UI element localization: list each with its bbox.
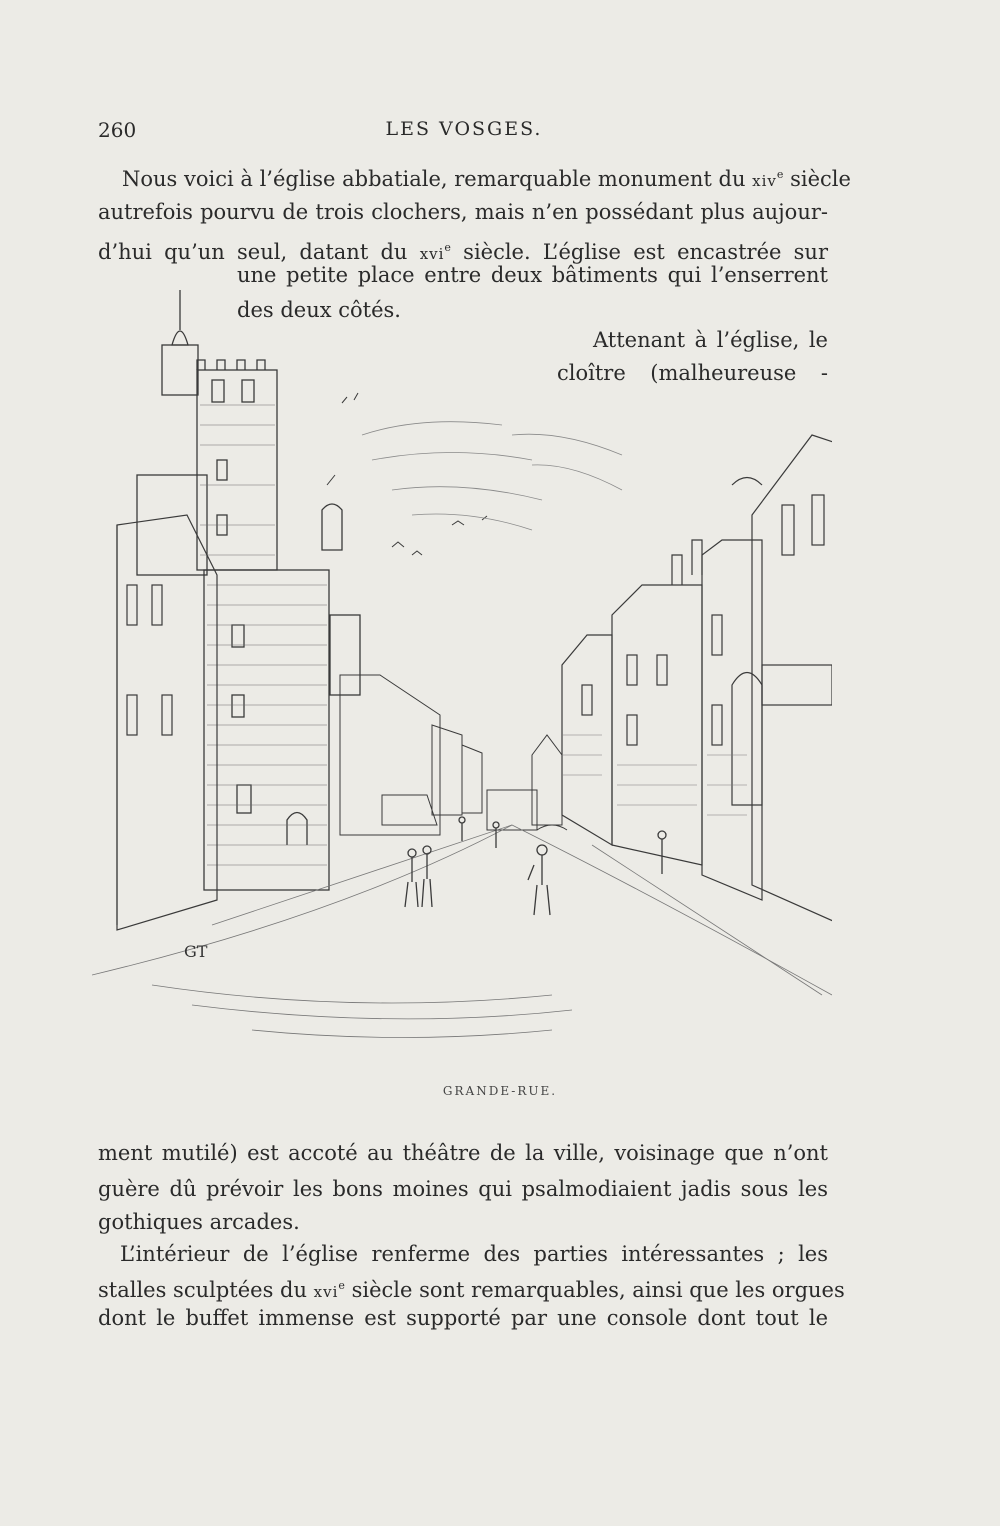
- text-line: stalles sculptées du xvi$^e$ siècle sont remarquables, ainsi que les orgues: [98, 1278, 845, 1302]
- text-line: d’hui qu’un seul, datant du xvi$^e$ siècle. L’église est encastrée sur: [98, 240, 828, 264]
- left-street-buildings: [340, 675, 482, 835]
- engraving-grande-rue: [92, 285, 832, 1075]
- street: [92, 825, 832, 1038]
- text-line: Nous voici à l’église abbatiale, remarquable monument du xiv$^e$ siècle: [122, 167, 851, 191]
- text-line: guère dû prévoir les bons moines qui psalmodiaient jadis sous les: [98, 1177, 828, 1201]
- text-line: autrefois pourvu de trois clochers, mais n’en possédant plus aujour-: [98, 200, 828, 224]
- sky-hatching: [362, 422, 622, 530]
- left-house: [117, 515, 217, 930]
- text-line: dont le buffet immense est supporté par une console dont tout le: [98, 1306, 828, 1330]
- church-tower: [137, 290, 360, 890]
- text-line: L’intérieur de l’église renferme des parties intéressantes ; les: [120, 1242, 828, 1266]
- page-header: [98, 118, 830, 146]
- text-line: ment mutilé) est accoté au théâtre de la ville, voisinage que n’ont: [98, 1141, 828, 1165]
- text-line: cloître (malheureuse -: [557, 361, 828, 385]
- birds: [327, 393, 487, 555]
- page-number: 260: [98, 118, 137, 142]
- text-line: des deux côtés.: [237, 298, 401, 322]
- text-line: gothiques arcades.: [98, 1210, 300, 1234]
- text-line: une petite place entre deux bâtiments qui l’enserrent: [237, 263, 828, 287]
- pedestrians: [405, 817, 666, 915]
- illustration-caption: GRANDE-RUE.: [442, 1084, 558, 1098]
- engraver-signature: GT: [184, 942, 208, 961]
- tower-hatching: [200, 405, 327, 865]
- text-line: Attenant à l’église, le: [593, 328, 828, 352]
- running-title: LES VOSGES.: [385, 118, 543, 140]
- right-hatching: [562, 735, 747, 815]
- distant-buildings: [487, 735, 567, 830]
